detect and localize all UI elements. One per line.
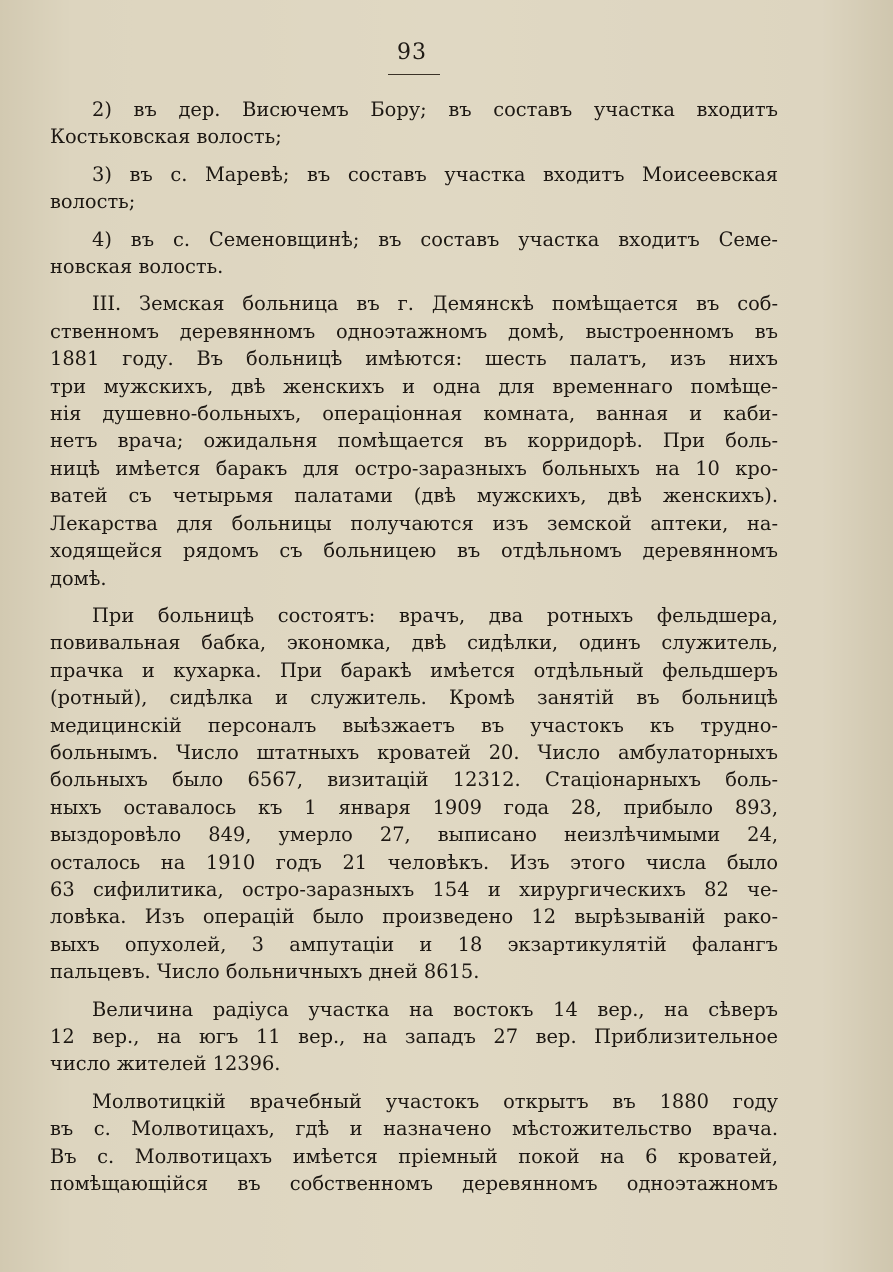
text-line: больныхъ было 6567, визитацій 12312. Стаціонарныхъ боль-	[50, 768, 778, 792]
text-line: въ с. Молвотицахъ, гдѣ и назначено мѣстожительство врача.	[50, 1117, 778, 1141]
text-line: ственномъ деревянномъ одноэтажномъ домѣ, выстроенномъ въ	[50, 319, 778, 343]
paragraph-p2	[50, 161, 778, 216]
text-line: 3) въ с. Маревѣ; въ составъ участка входитъ Моисеевская	[92, 162, 778, 186]
text-line: (ротный), сидѣлка и служитель. Кромѣ занятій въ больницѣ	[50, 686, 778, 710]
text-line: повивальная бабка, экономка, двѣ сидѣлки, одинъ служитель,	[50, 631, 778, 655]
text-line: новская волость.	[50, 255, 224, 279]
text-line: домѣ.	[50, 566, 107, 590]
text-line: Величина радіуса участка на востокъ 14 вер., на сѣверъ	[92, 997, 778, 1021]
text-line: ныхъ оставалось къ 1 января 1909 года 28, прибыло 893,	[50, 795, 778, 819]
text-line: III. Земская больница въ г. Демянскѣ помѣщается въ соб-	[92, 292, 778, 316]
paragraph-p7	[50, 1088, 778, 1198]
text-line: Въ с. Молвотицахъ имѣется пріемный покой на 6 кроватей,	[50, 1144, 778, 1168]
body-text	[50, 96, 778, 1197]
text-line: число жителей 12396.	[50, 1052, 281, 1076]
text-line: медицинскій персоналъ выѣзжаетъ въ участокъ къ трудно-	[50, 713, 778, 737]
text-line: три мужскихъ, двѣ женскихъ и одна для временнаго помѣще-	[50, 374, 778, 398]
text-line: Костьковская волость;	[50, 125, 282, 149]
text-line: осталось на 1910 годъ 21 человѣкъ. Изъ этого числа было	[50, 850, 778, 874]
text-line: Лекарства для больницы получаются изъ земской аптеки, на-	[50, 511, 778, 535]
text-line: 4) въ с. Семеновщинѣ; въ составъ участка входитъ Семе-	[92, 227, 778, 251]
text-line: ватей съ четырьмя палатами (двѣ мужскихъ, двѣ женскихъ).	[50, 484, 778, 508]
paragraph-p6	[50, 996, 778, 1078]
text-line: ловѣка. Изъ операцій было произведено 12 вырѣзываній рако-	[50, 905, 778, 929]
text-line: 2) въ дер. Висючемъ Бору; въ составъ участка входитъ	[92, 98, 778, 121]
text-line: 63 сифилитика, остро-заразныхъ 154 и хирургическихъ 82 че-	[50, 877, 778, 901]
page-number-rule	[388, 74, 440, 75]
text-line: нетъ врача; ожидальня помѣщается въ корридорѣ. При боль-	[50, 429, 778, 453]
text-line: больнымъ. Число штатныхъ кроватей 20. Число амбулаторныхъ	[50, 740, 778, 764]
text-line: выхъ опухолей, 3 ампутаціи и 18 экзартикулятій фалангъ	[50, 932, 778, 956]
text-line: волость;	[50, 190, 136, 214]
page-number: 93	[397, 40, 427, 65]
paragraph-p4	[50, 290, 778, 591]
paragraph-p3	[50, 226, 778, 281]
text-line: выздоровѣло 849, умерло 27, выписано неизлѣчимыми 24,	[50, 823, 778, 847]
paragraph-p1	[50, 96, 778, 151]
text-line: помѣщающійся въ собственномъ деревянномъ одноэтажномъ	[50, 1172, 778, 1196]
text-line: нія душевно-больныхъ, операціонная комната, ванная и каби-	[50, 402, 778, 426]
text-line: пальцевъ. Число больничныхъ дней 8615.	[50, 960, 480, 984]
text-line: При больницѣ состоятъ: врачъ, два ротныхъ фельдшера,	[92, 603, 778, 627]
text-line: Молвотицкій врачебный участокъ открытъ въ 1880 году	[92, 1089, 778, 1113]
text-line: 12 вер., на югъ 11 вер., на западъ 27 вер. Приблизительное	[50, 1025, 778, 1048]
paragraph-p5	[50, 602, 778, 986]
text-line: ходящейся рядомъ съ больницею въ отдѣльномъ деревянномъ	[50, 539, 778, 563]
text-line: ницѣ имѣется баракъ для остро-заразныхъ больныхъ на 10 кро-	[50, 456, 778, 480]
text-line: 1881 году. Въ больницѣ имѣются: шесть палатъ, изъ нихъ	[50, 347, 778, 371]
text-line: прачка и кухарка. При баракѣ имѣется отдѣльный фельдшеръ	[50, 658, 778, 682]
